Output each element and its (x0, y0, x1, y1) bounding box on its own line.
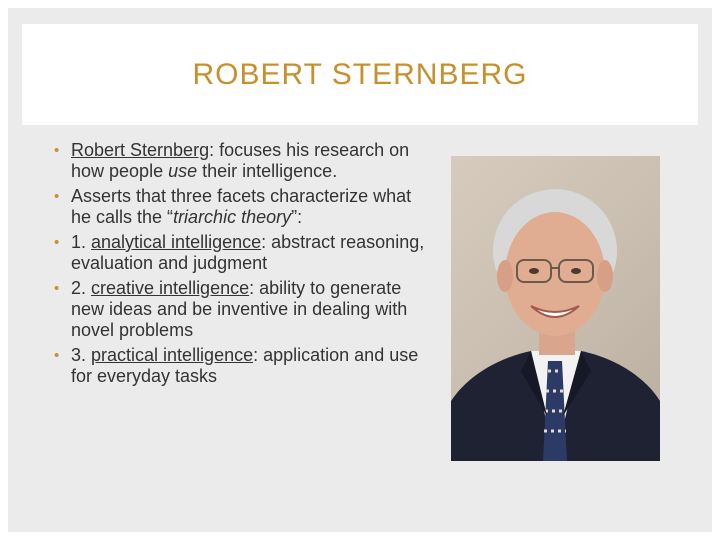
bullet-icon: • (54, 280, 60, 297)
bullet-text: their intelligence. (197, 161, 338, 181)
bullet-lead-term: Robert Sternberg (71, 140, 210, 160)
bullet-icon: • (54, 142, 60, 159)
bullet-text: Asserts that three facets characterize what he calls the “ (71, 186, 412, 227)
bullet-item (52, 345, 436, 387)
portrait-photo (451, 156, 660, 461)
bullet-number: 2. (71, 278, 92, 298)
bullet-item (52, 278, 436, 341)
bullet-icon: • (54, 234, 60, 251)
bullet-number: 3. (71, 345, 92, 365)
bullet-icon: • (54, 188, 60, 205)
bullet-text: : ability to generate new ideas and be inventive in dealing with novel problems (71, 278, 408, 340)
bullet-list (52, 140, 436, 391)
bullet-emphasis: triarchic theory (173, 207, 292, 227)
bullet-number: 1. (71, 232, 92, 252)
bullet-item (52, 186, 436, 228)
bullet-icon: • (54, 347, 60, 364)
bullet-term: practical intelligence (91, 345, 254, 365)
bullet-text: ”: (291, 207, 303, 227)
slide-title: ROBERT STERNBERG (192, 57, 528, 91)
bullet-term: analytical intelligence (91, 232, 262, 252)
person-portrait-icon (451, 156, 660, 461)
title-box (22, 24, 698, 125)
bullet-term: creative intelligence (91, 278, 250, 298)
bullet-text: : application and use for everyday tasks (71, 345, 419, 386)
bullet-item (52, 232, 436, 274)
bullet-emphasis: use (168, 161, 198, 181)
bullet-text: : focuses his research on how people (71, 140, 410, 181)
bullet-text: : abstract reasoning, evaluation and judgment (71, 232, 425, 273)
bullet-item (52, 140, 436, 182)
